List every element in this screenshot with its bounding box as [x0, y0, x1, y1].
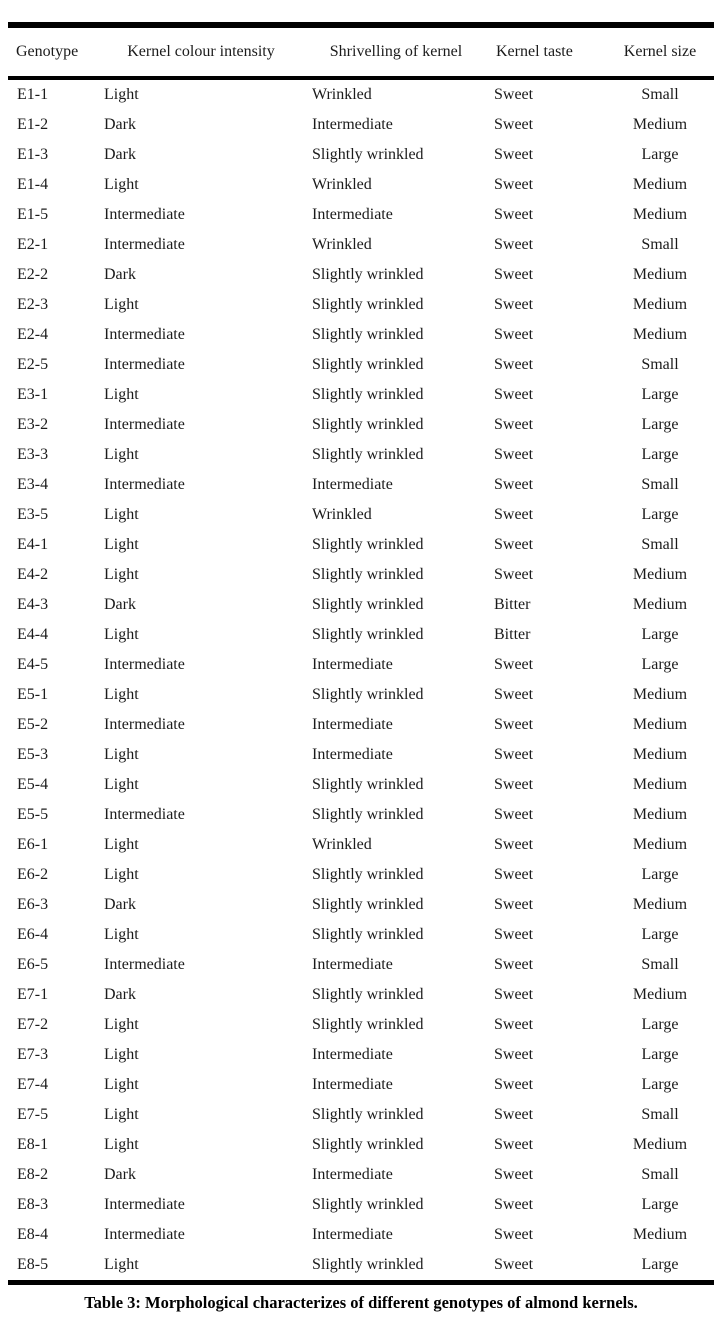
table-cell: Sweet: [494, 926, 534, 943]
table-row: [8, 1010, 714, 1040]
table-cell: Wrinkled: [312, 176, 372, 193]
table-cell: Medium: [632, 776, 688, 793]
table-cell: Light: [104, 296, 139, 313]
table-cell: Small: [641, 1106, 679, 1123]
table-cell: Sweet: [494, 566, 534, 583]
table-cell: Sweet: [494, 386, 534, 403]
table-row: [8, 560, 714, 590]
table-cell: E7-3: [17, 1046, 49, 1063]
table-cell: E6-1: [17, 836, 49, 853]
table-row: [8, 500, 714, 530]
table-cell: Sweet: [494, 1136, 534, 1153]
table-cell: Light: [104, 176, 139, 193]
column-header-genotype: Genotype: [16, 43, 79, 60]
table-cell: Sweet: [494, 956, 534, 973]
table-row: [8, 260, 714, 290]
table-cell: Small: [641, 956, 679, 973]
table-cell: Light: [104, 1076, 139, 1093]
table-cell: Slightly wrinkled: [312, 1256, 424, 1273]
table-cell: E1-4: [17, 176, 49, 193]
table-cell: Light: [104, 86, 139, 103]
table-cell: Intermediate: [312, 1166, 393, 1183]
table-row: [8, 1220, 714, 1250]
table-cell: Sweet: [494, 416, 534, 433]
table-cell: E3-2: [17, 416, 49, 433]
table-cell: Slightly wrinkled: [312, 296, 424, 313]
table-row: [8, 530, 714, 560]
table-cell: Bitter: [494, 626, 531, 643]
table-row: [8, 800, 714, 830]
table-cell: Slightly wrinkled: [312, 926, 424, 943]
table-cell: Intermediate: [104, 416, 185, 433]
column-header-kernel-taste: Kernel taste: [496, 43, 573, 60]
table-cell: Medium: [632, 716, 688, 733]
table-cell: Wrinkled: [312, 86, 372, 103]
table-cell: E6-3: [17, 896, 49, 913]
table-cell: Medium: [632, 746, 688, 763]
table-cell: Slightly wrinkled: [312, 266, 424, 283]
table-row: [8, 1190, 714, 1220]
table-cell: Light: [104, 386, 139, 403]
table-cell: Small: [641, 536, 679, 553]
table-cell: Intermediate: [104, 656, 185, 673]
table-cell: Sweet: [494, 896, 534, 913]
table-row: [8, 320, 714, 350]
table-cell: Intermediate: [312, 746, 393, 763]
table-cell: Sweet: [494, 506, 534, 523]
table-cell: Medium: [632, 596, 688, 613]
table-cell: E6-4: [17, 926, 49, 943]
table-cell: Sweet: [494, 266, 534, 283]
table-cell: Sweet: [494, 1256, 534, 1273]
table-cell: Large: [641, 1256, 679, 1273]
table-cell: Light: [104, 686, 139, 703]
table-cell: Intermediate: [312, 476, 393, 493]
table-row: [8, 740, 714, 770]
table-cell: Light: [104, 566, 139, 583]
table-row: [8, 1100, 714, 1130]
table-row: [8, 170, 714, 200]
table-row: [8, 350, 714, 380]
table-cell: Intermediate: [312, 116, 393, 133]
table-row: [8, 110, 714, 140]
table-cell: Light: [104, 836, 139, 853]
table-cell: Medium: [632, 176, 688, 193]
column-header-kernel-colour-intensity: Kernel colour intensity: [127, 43, 275, 60]
table-cell: Light: [104, 626, 139, 643]
table-cell: Slightly wrinkled: [312, 146, 424, 163]
table-cell: Dark: [104, 596, 136, 613]
table-cell: Slightly wrinkled: [312, 806, 424, 823]
table-cell: Sweet: [494, 476, 534, 493]
table-cell: Wrinkled: [312, 506, 372, 523]
table-row: [8, 830, 714, 860]
table-row: [8, 710, 714, 740]
table-row: [8, 440, 714, 470]
table-cell: Slightly wrinkled: [312, 1196, 424, 1213]
table-cell: Large: [641, 446, 679, 463]
table-cell: E1-2: [17, 116, 49, 133]
table-cell: Intermediate: [104, 236, 185, 253]
table-row: [8, 380, 714, 410]
table-row: [8, 1160, 714, 1190]
table-cell: Slightly wrinkled: [312, 446, 424, 463]
table-cell: E5-5: [17, 806, 49, 823]
table-cell: Sweet: [494, 176, 534, 193]
table-cell: Intermediate: [104, 1226, 185, 1243]
table-cell: Medium: [632, 1226, 688, 1243]
table-cell: Intermediate: [312, 956, 393, 973]
table-cell: Intermediate: [312, 1226, 393, 1243]
table-row: [8, 1130, 714, 1160]
table-row: [8, 1250, 714, 1283]
table-cell: Sweet: [494, 1166, 534, 1183]
table-cell: Slightly wrinkled: [312, 776, 424, 793]
table-cell: Small: [641, 476, 679, 493]
table-cell: Slightly wrinkled: [312, 1106, 424, 1123]
table-cell: Sweet: [494, 686, 534, 703]
table-cell: Small: [641, 356, 679, 373]
table-cell: Dark: [104, 116, 136, 133]
table-cell: Sweet: [494, 836, 534, 853]
table-cell: Sweet: [494, 716, 534, 733]
table-cell: Large: [641, 656, 679, 673]
table-cell: Slightly wrinkled: [312, 416, 424, 433]
table-cell: E6-2: [17, 866, 49, 883]
table-cell: Dark: [104, 146, 136, 163]
table-cell: E4-4: [17, 626, 49, 643]
table-row: [8, 78, 714, 110]
table-cell: Sweet: [494, 206, 534, 223]
table-cell: Slightly wrinkled: [312, 896, 424, 913]
table-cell: Sweet: [494, 986, 534, 1003]
table-cell: Sweet: [494, 806, 534, 823]
table-cell: Intermediate: [312, 206, 393, 223]
table-cell: Intermediate: [104, 1196, 185, 1213]
table-cell: Medium: [632, 296, 688, 313]
table-cell: Large: [641, 1196, 679, 1213]
table-row: [8, 950, 714, 980]
table-cell: Light: [104, 1046, 139, 1063]
table-cell: Medium: [632, 1136, 688, 1153]
table-cell: E7-2: [17, 1016, 49, 1033]
table-cell: Medium: [632, 326, 688, 343]
table-cell: E2-3: [17, 296, 49, 313]
table-row: [8, 590, 714, 620]
table-cell: Sweet: [494, 656, 534, 673]
table-cell: Sweet: [494, 1016, 534, 1033]
table-cell: Large: [641, 386, 679, 403]
table-cell: E6-5: [17, 956, 49, 973]
table-cell: Slightly wrinkled: [312, 686, 424, 703]
table-cell: Light: [104, 506, 139, 523]
table-cell: Sweet: [494, 446, 534, 463]
table-cell: Sweet: [494, 536, 534, 553]
table-cell: E8-1: [17, 1136, 49, 1153]
table-row: [8, 140, 714, 170]
table-cell: Light: [104, 746, 139, 763]
table-cell: Slightly wrinkled: [312, 326, 424, 343]
table-cell: Medium: [632, 566, 688, 583]
table-row: [8, 470, 714, 500]
table-cell: Intermediate: [104, 356, 185, 373]
table-cell: Sweet: [494, 146, 534, 163]
table-cell: Sweet: [494, 1226, 534, 1243]
table-cell: Intermediate: [312, 1076, 393, 1093]
table-cell: E2-4: [17, 326, 49, 343]
table-cell: E2-1: [17, 236, 49, 253]
table-cell: Medium: [632, 896, 688, 913]
table-cell: Sweet: [494, 296, 534, 313]
table-cell: E5-2: [17, 716, 49, 733]
table-cell: Light: [104, 926, 139, 943]
table-cell: Medium: [632, 836, 688, 853]
table-cell: Sweet: [494, 866, 534, 883]
column-header-shrivelling-of-kernel: Shrivelling of kernel: [329, 43, 463, 60]
table-cell: Sweet: [494, 1076, 534, 1093]
table-cell: Sweet: [494, 356, 534, 373]
table-cell: Large: [641, 926, 679, 943]
table-cell: Slightly wrinkled: [312, 566, 424, 583]
table-cell: Medium: [632, 686, 688, 703]
table-cell: Large: [641, 146, 679, 163]
table-cell: E1-5: [17, 206, 49, 223]
table-cell: Dark: [104, 896, 136, 913]
table-cell: E3-4: [17, 476, 49, 493]
table-cell: Medium: [632, 266, 688, 283]
table-cell: Intermediate: [104, 956, 185, 973]
table-row: [8, 1070, 714, 1100]
table-row: [8, 890, 714, 920]
table-cell: Slightly wrinkled: [312, 356, 424, 373]
column-header-kernel-size: Kernel size: [623, 43, 697, 60]
almond-genotypes-table: [8, 22, 714, 1285]
table-cell: Large: [641, 1016, 679, 1033]
table-cell: Sweet: [494, 236, 534, 253]
table-cell: Intermediate: [104, 806, 185, 823]
table-cell: Intermediate: [104, 716, 185, 733]
table-row: [8, 620, 714, 650]
table-cell: E7-1: [17, 986, 49, 1003]
table-cell: E4-1: [17, 536, 49, 553]
table-cell: E5-1: [17, 686, 49, 703]
table-cell: Large: [641, 506, 679, 523]
table-cell: Slightly wrinkled: [312, 986, 424, 1003]
table-cell: Light: [104, 1136, 139, 1153]
table-cell: Slightly wrinkled: [312, 626, 424, 643]
table-cell: Dark: [104, 986, 136, 1003]
table-cell: E3-5: [17, 506, 49, 523]
table-cell: Medium: [632, 116, 688, 133]
table-cell: Slightly wrinkled: [312, 536, 424, 553]
table-cell: E8-5: [17, 1256, 49, 1273]
table-cell: E7-5: [17, 1106, 49, 1123]
table-cell: Wrinkled: [312, 236, 372, 253]
table-cell: Small: [641, 86, 679, 103]
table-cell: E4-3: [17, 596, 49, 613]
table-row: [8, 410, 714, 440]
table-cell: Large: [641, 866, 679, 883]
table-row: [8, 200, 714, 230]
table-cell: E4-2: [17, 566, 49, 583]
table-cell: Small: [641, 236, 679, 253]
table-cell: Medium: [632, 806, 688, 823]
table-cell: Sweet: [494, 776, 534, 793]
table-row: [8, 1040, 714, 1070]
table-cell: Slightly wrinkled: [312, 1136, 424, 1153]
table-cell: Intermediate: [104, 476, 185, 493]
table-cell: Sweet: [494, 116, 534, 133]
table-cell: E5-4: [17, 776, 49, 793]
table-cell: Dark: [104, 1166, 136, 1183]
table-cell: E1-1: [17, 86, 49, 103]
table-cell: E2-2: [17, 266, 49, 283]
table-row: [8, 980, 714, 1010]
table-cell: Light: [104, 1106, 139, 1123]
table-cell: Slightly wrinkled: [312, 866, 424, 883]
table-cell: Sweet: [494, 1106, 534, 1123]
table-cell: Large: [641, 416, 679, 433]
table-cell: Small: [641, 1166, 679, 1183]
table-row: [8, 860, 714, 890]
table-cell: Light: [104, 1016, 139, 1033]
table-cell: Slightly wrinkled: [312, 1016, 424, 1033]
table-cell: Light: [104, 866, 139, 883]
table-cell: Intermediate: [104, 326, 185, 343]
table-cell: Slightly wrinkled: [312, 596, 424, 613]
table-cell: E3-3: [17, 446, 49, 463]
table-cell: Wrinkled: [312, 836, 372, 853]
table-cell: Slightly wrinkled: [312, 386, 424, 403]
table-cell: Intermediate: [312, 656, 393, 673]
table-row: [8, 290, 714, 320]
table-cell: Sweet: [494, 746, 534, 763]
table-cell: Large: [641, 1076, 679, 1093]
table-cell: E8-4: [17, 1226, 49, 1243]
table-cell: Intermediate: [104, 206, 185, 223]
table-cell: E8-2: [17, 1166, 49, 1183]
table-cell: Medium: [632, 986, 688, 1003]
table-caption: Table 3: Morphological characterizes of different genotypes of almond kernels.: [84, 1293, 638, 1312]
table-cell: E1-3: [17, 146, 49, 163]
table-cell: Sweet: [494, 326, 534, 343]
table-cell: Dark: [104, 266, 136, 283]
table-cell: E2-5: [17, 356, 49, 373]
table-cell: E8-3: [17, 1196, 49, 1213]
table-cell: Sweet: [494, 1196, 534, 1213]
table-row: [8, 230, 714, 260]
table-cell: E5-3: [17, 746, 49, 763]
table-cell: Large: [641, 1046, 679, 1063]
table-cell: E4-5: [17, 656, 49, 673]
table-row: [8, 650, 714, 680]
table-cell: Light: [104, 536, 139, 553]
table-cell: Light: [104, 1256, 139, 1273]
table-cell: Bitter: [494, 596, 531, 613]
table-cell: E7-4: [17, 1076, 49, 1093]
table-cell: Intermediate: [312, 1046, 393, 1063]
table-body: [8, 78, 714, 1283]
table-header-row: [8, 25, 714, 78]
table-cell: Sweet: [494, 1046, 534, 1063]
table-cell: Medium: [632, 206, 688, 223]
table-cell: E3-1: [17, 386, 49, 403]
table-cell: Intermediate: [312, 716, 393, 733]
table-header: [8, 25, 714, 78]
table-row: [8, 920, 714, 950]
table-cell: Light: [104, 776, 139, 793]
table-cell: Sweet: [494, 86, 534, 103]
table-row: [8, 770, 714, 800]
table-row: [8, 680, 714, 710]
table-cell: Light: [104, 446, 139, 463]
table-cell: Large: [641, 626, 679, 643]
